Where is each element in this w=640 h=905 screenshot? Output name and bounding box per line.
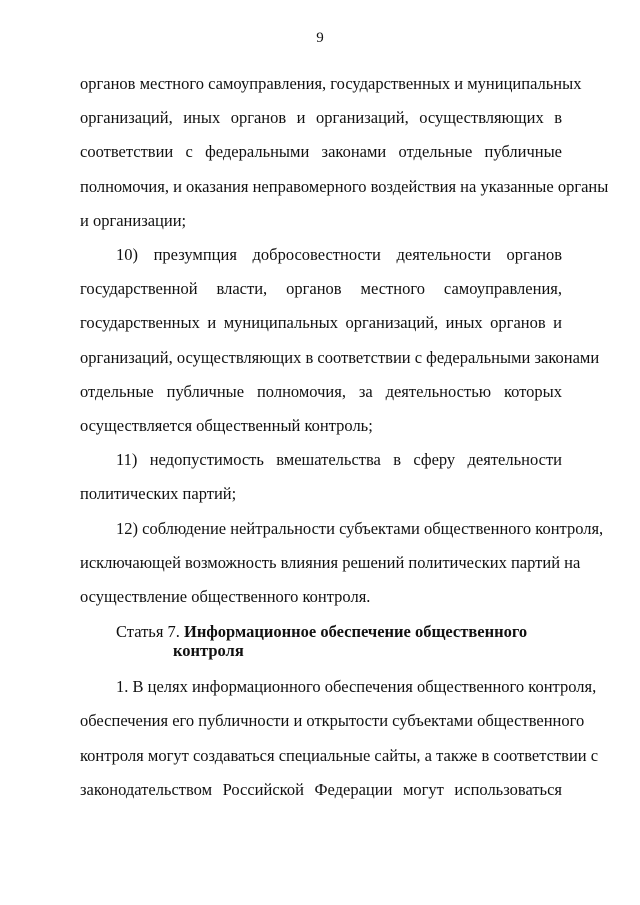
text-line: государственной власти, органов местного самоуправления, [80,279,562,299]
text-line: политических партий; [80,484,237,504]
text-line: 11) недопустимость вмешательства в сферу деятельности [116,450,562,470]
text-line: 12) соблюдение нейтральности субъектами общественного контроля, [116,518,604,538]
text-line: полномочия, и оказания неправомерного воздействия на указанные органы [80,176,609,196]
text-line: органов местного самоуправления, государственных и муниципальных [80,74,582,93]
text-line: организаций, иных органов и организаций, осуществляющих в [80,108,562,128]
text-line: контроля могут создаваться специальные сайты, а также в соответствии с [80,745,599,765]
text-line: обеспечения его публичности и открытости субъектами общественного [80,711,585,731]
article-title: Информационное обеспечение общественного [184,622,528,642]
text-line: государственных и муниципальных организаций, иных органов и [80,313,562,333]
page-number: 9 [316,30,324,46]
text-line: исключающей возможность влияния решений политических партий на [80,552,581,572]
text-line: соответствии с федеральными законами отдельные публичные [80,142,562,162]
paragraph-item-11 [80,443,562,511]
text-line: и организации; [80,210,187,230]
text-line: организаций, осуществляющих в соответствии с федеральными законами [80,347,600,367]
document-body [80,67,609,807]
text-line: 10) презумпция добросовестности деятельности органов [116,245,562,265]
article-number: Статья 7. [116,622,180,642]
text-line: отдельные публичные полномочия, за деятельностью которых [80,381,562,401]
article-heading [80,622,562,660]
text-line: законодательством Российской Федерации могут использоваться [80,779,562,799]
article-title-continuation: контроля [173,641,244,661]
paragraph-article-7-1 [80,670,599,807]
paragraph-item-10 [80,238,600,443]
paragraph-item-12 [80,512,604,615]
text-line: осуществление общественного контроля. [80,587,371,607]
text-line: осуществляется общественный контроль; [80,416,373,436]
text-line: 1. В целях информационного обеспечения общественного контроля, [116,677,597,697]
paragraph-continuation [80,67,609,238]
